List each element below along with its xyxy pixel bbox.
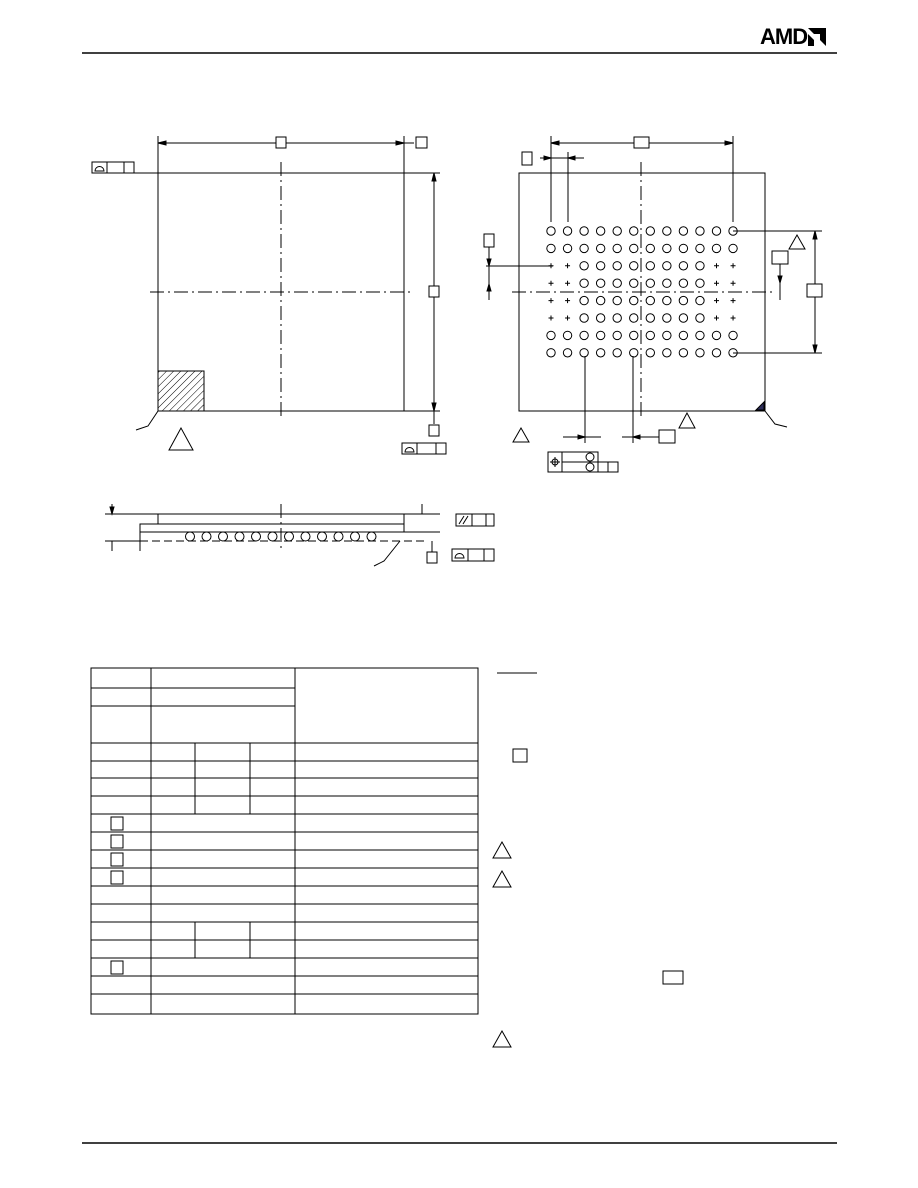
seating-plane-leader [374, 541, 400, 566]
solder-ball [663, 279, 671, 287]
depopulated-ball-site [565, 316, 570, 321]
dim-arrow [725, 141, 733, 145]
solder-ball [712, 227, 720, 235]
position-tolerance-callout [548, 452, 618, 472]
solder-ball [596, 279, 604, 287]
solder-ball [563, 244, 571, 252]
dim-box-height [429, 286, 439, 297]
dim-box-row-pitch [772, 251, 788, 264]
dim-arrow-left [158, 141, 166, 145]
side-solder-ball [268, 532, 277, 541]
dim-arrow [568, 156, 575, 160]
note-symbol-box-1 [513, 749, 527, 762]
solder-ball [696, 349, 704, 357]
solder-ball [679, 227, 687, 235]
solder-ball [580, 331, 588, 339]
solder-ball [547, 244, 555, 252]
solder-ball [580, 314, 588, 322]
solder-ball [696, 227, 704, 235]
solder-ball [613, 349, 621, 357]
dim-arrow [813, 231, 817, 239]
brand-logo-text: AMD [760, 24, 808, 49]
note-symbol-box-2 [663, 971, 683, 984]
table-symbol-box [111, 835, 123, 848]
dim-arrow [544, 156, 551, 160]
flatness-icon [95, 167, 104, 172]
solder-ball [613, 331, 621, 339]
solder-ball [663, 331, 671, 339]
solder-ball [613, 296, 621, 304]
solder-ball [630, 227, 638, 235]
solder-ball [596, 296, 604, 304]
solder-ball [630, 262, 638, 270]
solder-ball [696, 244, 704, 252]
solder-ball [696, 296, 704, 304]
dim-arrow [487, 284, 491, 291]
solder-ball [696, 314, 704, 322]
solder-ball [646, 314, 654, 322]
dim-arrow-right [396, 141, 404, 145]
side-solder-ball [202, 532, 211, 541]
solder-ball [696, 331, 704, 339]
flatness-callout-top [92, 162, 134, 173]
solder-ball [630, 331, 638, 339]
depopulated-ball-site [549, 298, 554, 303]
flatness-icon [455, 554, 464, 559]
solder-ball [580, 296, 588, 304]
bottom-view [484, 136, 822, 472]
solder-ball [563, 227, 571, 235]
solder-ball [563, 331, 571, 339]
substrate [140, 524, 404, 532]
solder-ball [679, 262, 687, 270]
depopulated-ball-site [731, 281, 736, 286]
depopulated-ball-site [731, 263, 736, 268]
solder-ball [596, 314, 604, 322]
note-triangle-2 [493, 871, 511, 887]
solder-ball [630, 296, 638, 304]
solder-ball [596, 331, 604, 339]
table-symbol-box [111, 961, 123, 974]
dimension-table-frame [91, 668, 478, 1014]
position-icon [550, 457, 560, 467]
note-triangle-bottom-left [513, 428, 529, 442]
solder-ball [646, 262, 654, 270]
solder-ball [547, 331, 555, 339]
solder-ball [679, 244, 687, 252]
note-triangle-top-view [169, 428, 193, 450]
solder-ball [630, 244, 638, 252]
solder-ball [696, 262, 704, 270]
side-solder-ball [219, 532, 228, 541]
solder-ball [563, 349, 571, 357]
solder-ball [646, 296, 654, 304]
dim-box-standoff [427, 552, 437, 563]
solder-ball [696, 279, 704, 287]
dimension-table [91, 668, 478, 1014]
diameter-symbol [586, 453, 594, 461]
solder-ball [630, 349, 638, 357]
solder-ball [663, 227, 671, 235]
dim-arrow [578, 435, 585, 439]
dim-arrow [551, 141, 559, 145]
solder-ball [663, 349, 671, 357]
solder-ball [613, 314, 621, 322]
solder-ball [596, 227, 604, 235]
depopulated-ball-site [549, 316, 554, 321]
depopulated-ball-site [714, 263, 719, 268]
depopulated-ball-site [565, 263, 570, 268]
side-solder-ball [351, 532, 360, 541]
side-solder-ball [301, 532, 310, 541]
solder-ball [646, 331, 654, 339]
parallelism-icon [459, 516, 468, 524]
solder-ball [679, 279, 687, 287]
solder-ball [613, 279, 621, 287]
dim-box-tolerance-bottom [429, 425, 439, 436]
depopulated-ball-site [565, 281, 570, 286]
side-solder-ball [318, 532, 327, 541]
parallelism-callout [456, 514, 494, 526]
diameter-symbol [586, 463, 594, 471]
dim-arrow-top [432, 173, 436, 181]
solder-ball [646, 244, 654, 252]
dim-arrow [633, 435, 640, 439]
solder-ball [663, 262, 671, 270]
solder-ball [580, 244, 588, 252]
top-view [92, 136, 446, 454]
dim-arrow [813, 345, 817, 353]
solder-ball [630, 279, 638, 287]
note-triangle-bottom-right [789, 235, 805, 249]
solder-ball [596, 244, 604, 252]
depopulated-ball-site [714, 316, 719, 321]
solder-ball [646, 279, 654, 287]
dimension-table-rows [91, 743, 478, 994]
solder-ball [613, 227, 621, 235]
table-symbol-box [111, 871, 123, 884]
dim-box-tolerance-top [416, 137, 427, 148]
note-triangle-3 [493, 1031, 511, 1047]
depopulated-ball-site [731, 316, 736, 321]
depopulated-ball-site [565, 298, 570, 303]
solder-ball [663, 296, 671, 304]
corner-leader [765, 411, 787, 427]
depopulated-ball-site [714, 298, 719, 303]
solder-ball [613, 262, 621, 270]
dim-box-width [276, 137, 286, 148]
dim-box-left-offset [484, 234, 494, 247]
table-symbol-box [111, 853, 123, 866]
solder-ball [679, 296, 687, 304]
dim-box-pitch [522, 152, 532, 165]
depopulated-ball-site [549, 281, 554, 286]
solder-ball [679, 349, 687, 357]
solder-ball [712, 244, 720, 252]
side-solder-ball [252, 532, 261, 541]
solder-ball [580, 279, 588, 287]
solder-ball [580, 349, 588, 357]
depopulated-ball-site [731, 298, 736, 303]
solder-ball [630, 314, 638, 322]
dim-arrow [110, 507, 114, 514]
pin1-leader [136, 411, 158, 430]
dim-box-ball-span [634, 137, 649, 148]
pin1-corner-mark [756, 402, 764, 410]
solder-ball [580, 262, 588, 270]
solder-ball [679, 331, 687, 339]
solder-ball [712, 331, 720, 339]
solder-ball [729, 331, 737, 339]
flatness-callout-side [452, 549, 494, 561]
notes [493, 673, 683, 1047]
solder-ball [547, 227, 555, 235]
side-solder-ball [285, 532, 294, 541]
pin1-index-area [158, 371, 204, 411]
dim-arrow [778, 276, 782, 283]
solder-ball [663, 244, 671, 252]
solder-ball [596, 349, 604, 357]
side-solder-ball [334, 532, 343, 541]
solder-ball [613, 244, 621, 252]
solder-ball [547, 349, 555, 357]
side-view [105, 504, 494, 566]
dim-box-ball-offset [659, 430, 675, 443]
side-solder-ball [186, 532, 195, 541]
flatness-icon [405, 448, 414, 453]
solder-ball [663, 314, 671, 322]
dim-arrow-bottom [432, 403, 436, 411]
flatness-callout-bottom-right [402, 443, 446, 454]
solder-ball [679, 314, 687, 322]
depopulated-ball-site [714, 281, 719, 286]
side-solder-ball [235, 532, 244, 541]
dim-arrow [487, 259, 491, 266]
solder-ball [596, 262, 604, 270]
solder-ball [580, 227, 588, 235]
solder-ball [646, 227, 654, 235]
note-triangle-bottom-center [679, 413, 695, 428]
table-symbol-box [111, 817, 123, 830]
solder-ball [729, 244, 737, 252]
note-triangle-1 [493, 842, 511, 858]
solder-ball [712, 349, 720, 357]
dim-box-row-span [807, 284, 822, 297]
side-solder-ball [367, 532, 376, 541]
solder-ball [646, 349, 654, 357]
